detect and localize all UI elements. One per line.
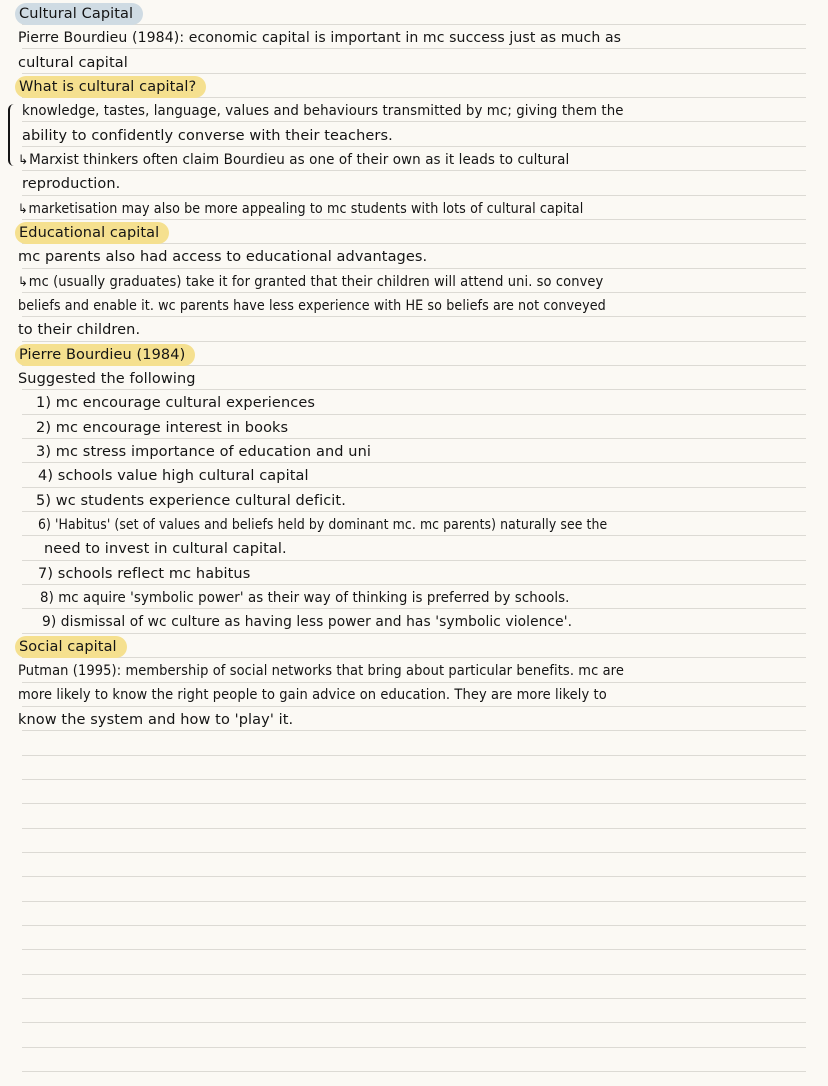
- list-item: 5) wc students experience cultural deficit.: [36, 493, 346, 509]
- body-line: knowledge, tastes, language, values and behaviours transmitted by mc; giving them the: [22, 103, 624, 119]
- rule-line: [22, 779, 806, 780]
- list-item-continuation: need to invest in cultural capital.: [44, 541, 287, 557]
- body-line: ability to confidently converse with their teachers.: [22, 128, 393, 144]
- body-line: beliefs and enable it. wc parents have less experience with HE so beliefs are not conveyed: [18, 298, 606, 314]
- section-heading-what-is-cultural-capital: [18, 75, 206, 99]
- body-line: cultural capital: [18, 55, 128, 71]
- rule-line: [22, 73, 806, 74]
- rule-line: [22, 949, 806, 950]
- rule-line: [22, 876, 806, 877]
- body-line: know the system and how to 'play' it.: [18, 712, 294, 728]
- brace-bracket-icon: [8, 104, 18, 166]
- arrow-icon: ↳: [18, 275, 28, 290]
- list-item: 1) mc encourage cultural experiences: [36, 395, 315, 411]
- list-item: 6) 'Habitus' (set of values and beliefs held by dominant mc. mc parents) naturally see the: [38, 517, 608, 533]
- section-heading-pierre-bourdieu: [18, 343, 195, 367]
- arrow-line: ↳mc (usually graduates) take it for granted that their children will attend uni. so convey: [18, 274, 604, 290]
- rule-line: [22, 755, 806, 756]
- rule-line: [22, 195, 806, 196]
- list-item: 9) dismissal of wc culture as having less power and has 'symbolic violence'.: [42, 614, 573, 630]
- body-line: Suggested the following: [18, 371, 196, 387]
- body-line: mc parents also had access to educational advantages.: [18, 249, 428, 265]
- arrow-icon: ↳: [18, 153, 29, 168]
- rule-line: [22, 828, 806, 829]
- arrow-icon: ↳: [18, 202, 28, 217]
- heading-highlight: Pierre Bourdieu (1984): [15, 344, 195, 366]
- rule-line: [22, 1071, 806, 1072]
- body-line: reproduction.: [22, 176, 121, 192]
- list-item: 3) mc stress importance of education and uni: [36, 444, 372, 460]
- rule-line: [22, 1022, 806, 1023]
- arrow-line: ↳marketisation may also be more appealing to mc students with lots of cultural capital: [18, 201, 584, 217]
- heading-highlight: Educational capital: [15, 222, 169, 244]
- rule-line: [22, 925, 806, 926]
- list-item: 7) schools reflect mc habitus: [38, 566, 251, 582]
- list-item: 8) mc aquire 'symbolic power' as their way of thinking is preferred by schools.: [40, 590, 570, 606]
- arrow-line: ↳Marxist thinkers often claim Bourdieu as one of their own as it leads to cultural: [18, 152, 570, 168]
- body-line: to their children.: [18, 322, 141, 338]
- note-title: [18, 2, 143, 26]
- rule-line: [22, 901, 806, 902]
- title-highlight: Cultural Capital: [15, 3, 143, 25]
- section-heading-educational-capital: [18, 221, 169, 245]
- list-item: 2) mc encourage interest in books: [36, 420, 289, 436]
- body-line: more likely to know the right people to gain advice on education. They are more likely to: [18, 687, 607, 703]
- rule-line: [22, 974, 806, 975]
- rule-line: [22, 803, 806, 804]
- rule-line: [22, 998, 806, 999]
- body-line: Pierre Bourdieu (1984): economic capital is important in mc success just as much as: [18, 30, 622, 46]
- heading-highlight: What is cultural capital?: [15, 76, 206, 98]
- list-item: 4) schools value high cultural capital: [38, 468, 309, 484]
- rule-line: [22, 852, 806, 853]
- body-line: Putman (1995): membership of social networks that bring about particular benefits. mc are: [18, 663, 624, 679]
- rule-line: [22, 657, 806, 658]
- section-heading-social-capital: [18, 635, 127, 659]
- rule-line: [22, 1047, 806, 1048]
- heading-highlight: Social capital: [15, 636, 127, 658]
